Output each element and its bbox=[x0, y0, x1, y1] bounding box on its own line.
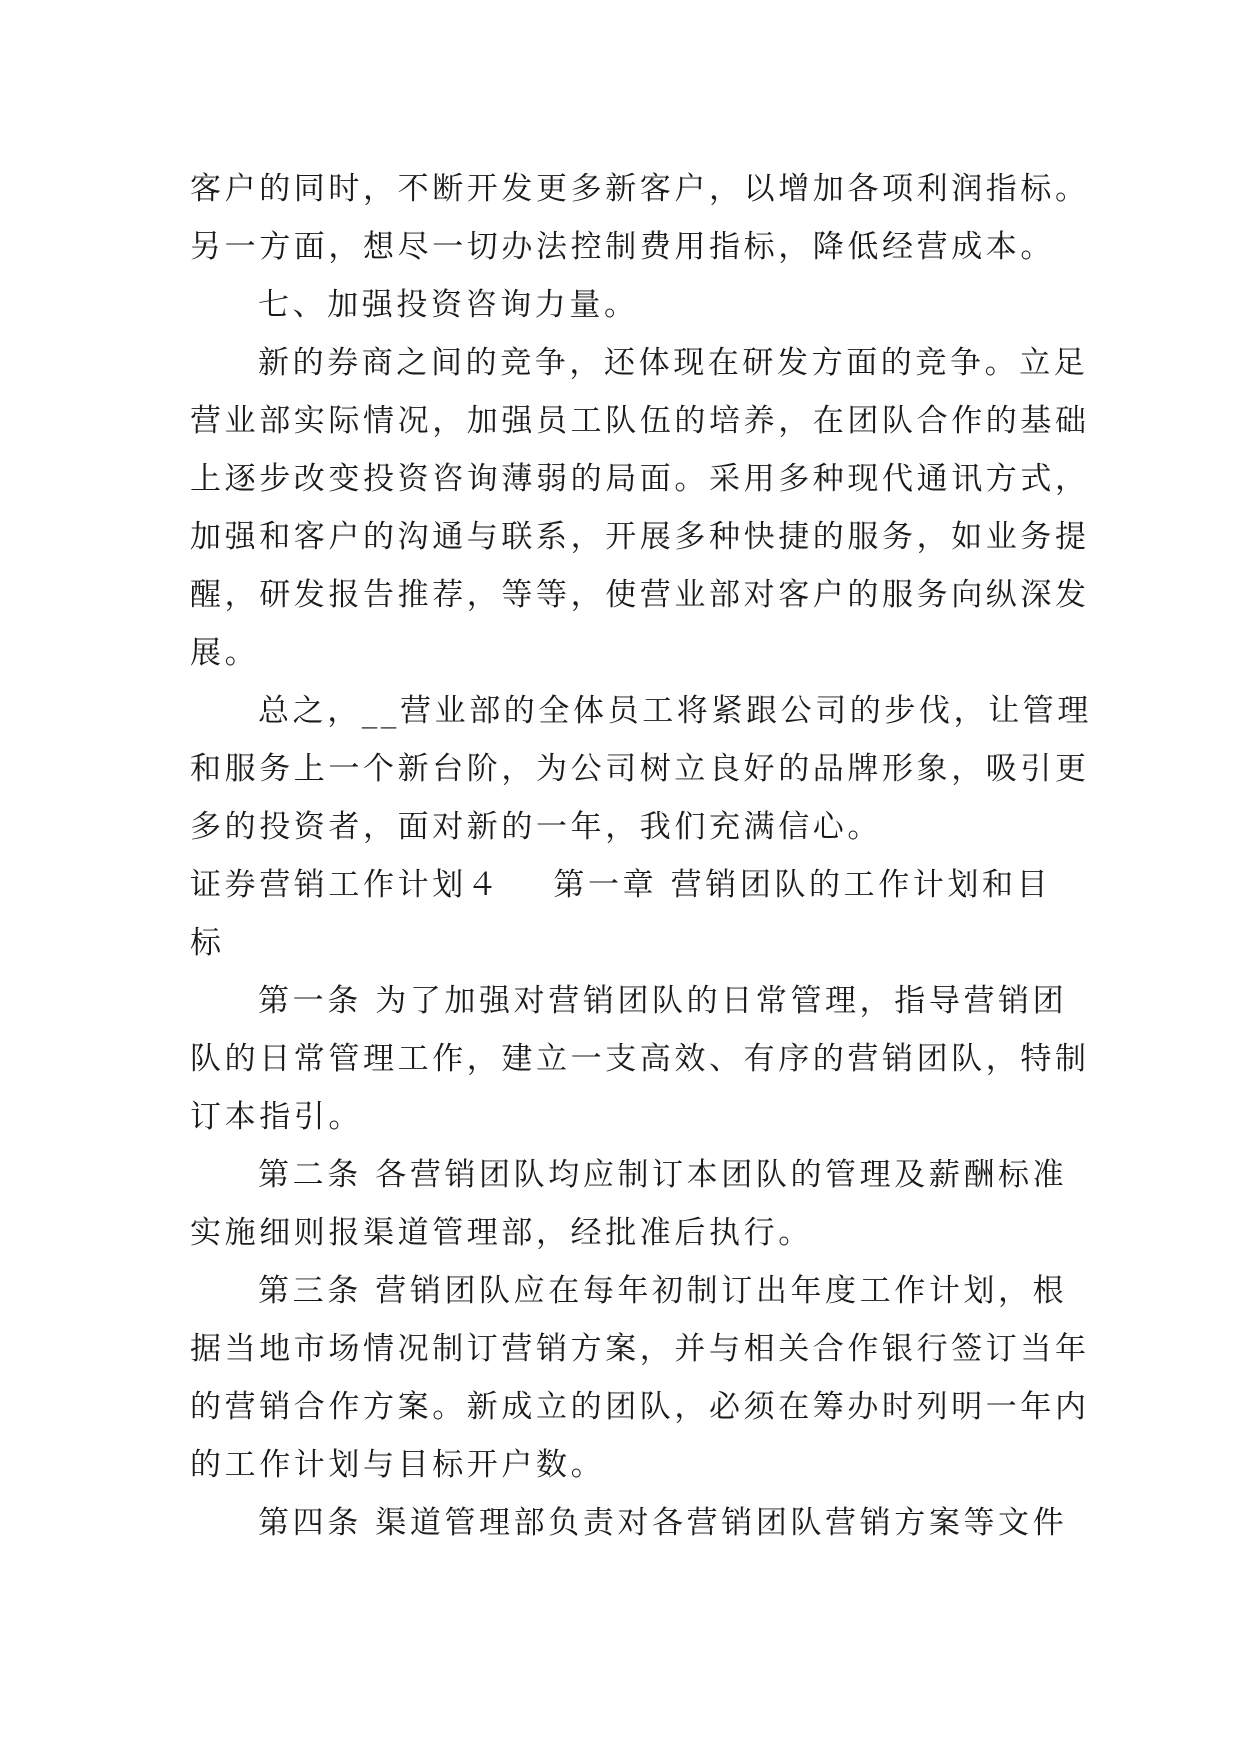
text-line: 客户的同时，不断开发更多新客户，以增加各项利润指标。 bbox=[190, 171, 1090, 207]
document-body bbox=[190, 160, 1092, 1552]
text-line: 据当地市场情况制订营销方案，并与相关合作银行签订当年 bbox=[190, 1331, 1090, 1367]
text-line: 队的日常管理工作，建立一支高效、有序的营销团队，特制 bbox=[190, 1041, 1090, 1077]
text-line: 新的券商之间的竞争，还体现在研发方面的竞争。立足 bbox=[258, 345, 1089, 381]
paragraph-conclusion bbox=[190, 682, 1092, 856]
article-four bbox=[190, 1494, 1070, 1552]
text-line: 总之，__营业部的全体员工将紧跟公司的步伐，让管理 bbox=[258, 693, 1092, 729]
article-one bbox=[190, 972, 1090, 1146]
text-line: 营业部实际情况，加强员工队伍的培养，在团队合作的基础 bbox=[190, 403, 1090, 439]
text-line: 加强和客户的沟通与联系，开展多种快捷的服务，如业务提 bbox=[190, 519, 1090, 555]
text-line: 订本指引。 bbox=[190, 1099, 363, 1135]
document-section-heading bbox=[190, 856, 1070, 972]
article-two bbox=[190, 1146, 1070, 1262]
text-line: 实施细则报渠道管理部，经批准后执行。 bbox=[190, 1215, 813, 1251]
section-heading-investment-advisory bbox=[190, 276, 1070, 334]
text-line: 第二条 各营销团队均应制订本团队的管理及薪酬标准 bbox=[258, 1157, 1068, 1193]
text-line: 七、加强投资咨询力量。 bbox=[258, 287, 639, 323]
text-line: 多的投资者，面对新的一年，我们充满信心。 bbox=[190, 809, 882, 845]
text-line: 第一条 为了加强对营销团队的日常管理，指导营销团 bbox=[258, 983, 1068, 1019]
text-line: 上逐步改变投资咨询薄弱的局面。采用多种现代通讯方式， bbox=[190, 461, 1090, 497]
paragraph-research-competition bbox=[190, 334, 1090, 682]
paragraph-profit-and-cost bbox=[190, 160, 1090, 276]
article-three bbox=[190, 1262, 1090, 1494]
text-line: 的工作计划与目标开户数。 bbox=[190, 1447, 606, 1483]
text-line: 和服务上一个新台阶，为公司树立良好的品牌形象，吸引更 bbox=[190, 751, 1090, 787]
text-line: 的营销合作方案。新成立的团队，必须在筹办时列明一年内 bbox=[190, 1389, 1090, 1425]
chapter-title-continuation: 标 bbox=[190, 925, 225, 961]
section-title: 证券营销工作计划４ bbox=[190, 867, 502, 903]
chapter-title: 第一章 营销团队的工作计划和目 bbox=[553, 867, 1052, 903]
heading-row bbox=[190, 856, 1070, 914]
text-line: 展。 bbox=[190, 635, 260, 671]
text-line: 醒，研发报告推荐，等等，使营业部对客户的服务向纵深发 bbox=[190, 577, 1090, 613]
text-line: 另一方面，想尽一切办法控制费用指标，降低经营成本。 bbox=[190, 229, 1055, 265]
text-line: 第三条 营销团队应在每年初制订出年度工作计划，根 bbox=[258, 1273, 1068, 1309]
text-line: 第四条 渠道管理部负责对各营销团队营销方案等文件 bbox=[258, 1505, 1068, 1541]
